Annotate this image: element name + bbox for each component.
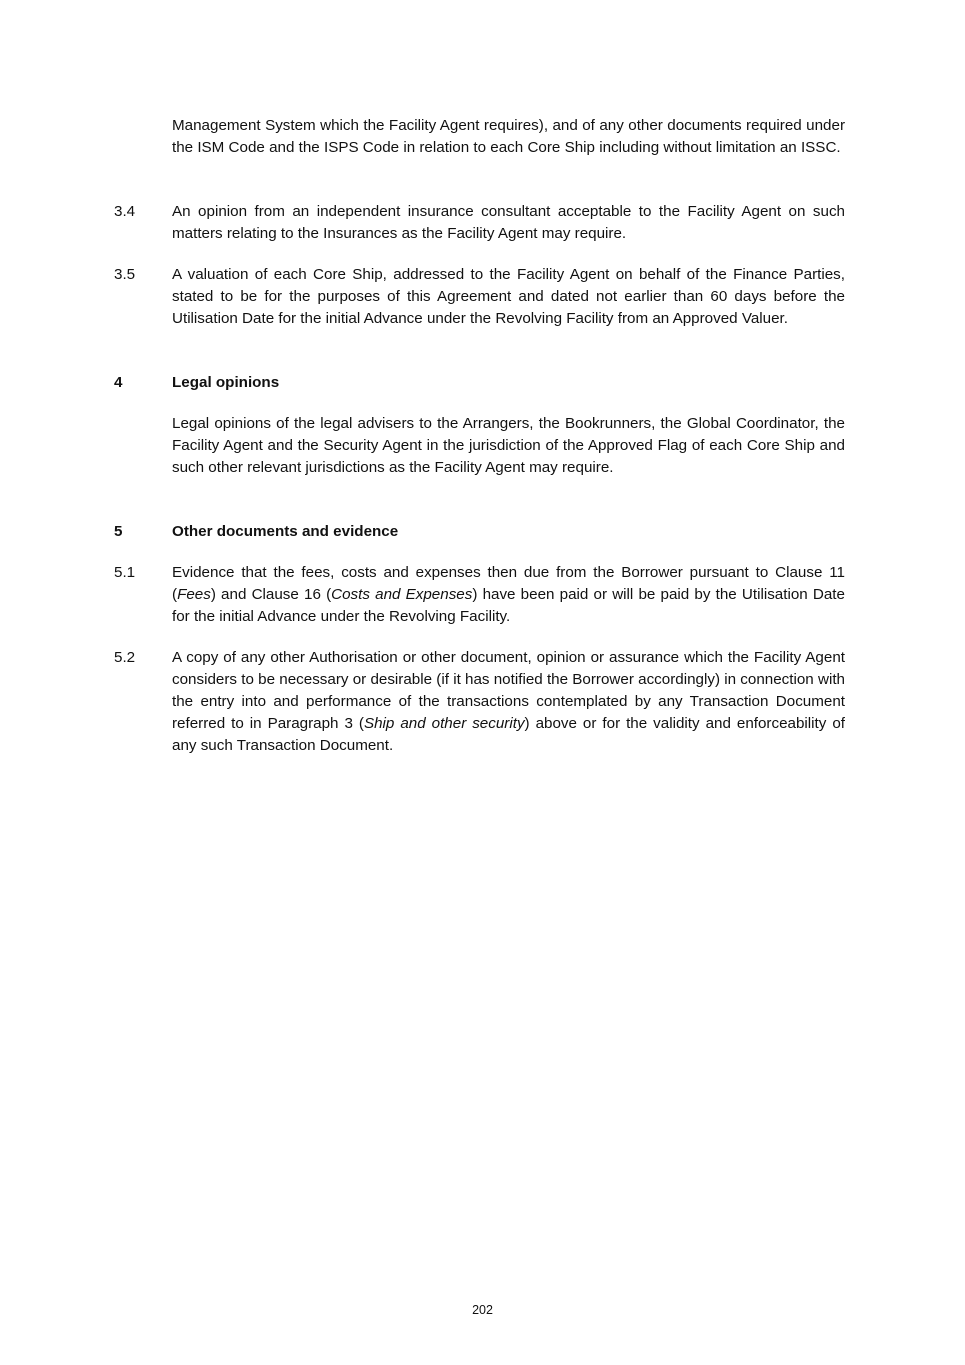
- paragraph-text: An opinion from an independent insurance consultant acceptable to the Facility Agent on such matters relating to the Insurances as the Facility Agent may require.: [172, 203, 845, 242]
- paragraph-5-2: [114, 647, 845, 757]
- paragraph-text: Management System which the Facility Agent requires), and of any other documents required under the ISM Code and the ISPS Code in relation to each Core Ship including without limitation an ISSC.: [172, 117, 845, 156]
- section-title: Other documents and evidence: [172, 523, 399, 540]
- paragraph-5-1: [114, 562, 845, 628]
- paragraph-number: 3.5: [114, 266, 136, 283]
- paragraph-text: Legal opinions of the legal advisers to the Arrangers, the Bookrunners, the Global Coordinator, the Facility Agent and the Security Agent in the jurisdiction of the Approved Flag of each Core Ship and such other relevant jurisdictions as the Facility Agent may require.: [172, 415, 845, 476]
- paragraph-number: 5.1: [114, 564, 136, 581]
- paragraph-text: A copy of any other Authorisation or other document, opinion or assurance which the Facility Agent considers to be necessary or desirable (if it has notified the Borrower accordingly) in connection with the entry into and performance of the transactions contemplated by any Transaction Document referred to in Paragraph 3 (Ship and other security) above or for the validity and enforceability of any such Transaction Document.: [172, 649, 845, 754]
- section-5-heading: [114, 521, 845, 543]
- paragraph-3-4: [114, 201, 845, 245]
- section-4-heading: [114, 372, 845, 394]
- paragraph-text: Evidence that the fees, costs and expenses then due from the Borrower pursuant to Clause 11 (Fees) and Clause 16 (Costs and Expenses) have been paid or will be paid by the Utilisation Date for the initial Advance under the Revolving Facility.: [172, 564, 845, 625]
- section-title: Legal opinions: [172, 374, 280, 391]
- section-4-body: [114, 413, 845, 479]
- section-number: 4: [114, 374, 123, 391]
- paragraph-number: 3.4: [114, 203, 136, 220]
- continuation-paragraph: [114, 115, 845, 159]
- paragraph-number: 5.2: [114, 649, 136, 666]
- paragraph-3-5: [114, 264, 845, 330]
- section-number: 5: [114, 523, 123, 540]
- paragraph-text: A valuation of each Core Ship, addressed to the Facility Agent on behalf of the Finance Parties, stated to be for the purposes of this Agreement and dated not earlier than 60 days before the Utilisation Date for the initial Advance under the Revolving Facility from an Approved Valuer.: [172, 266, 845, 327]
- page-number: 202: [472, 1303, 493, 1317]
